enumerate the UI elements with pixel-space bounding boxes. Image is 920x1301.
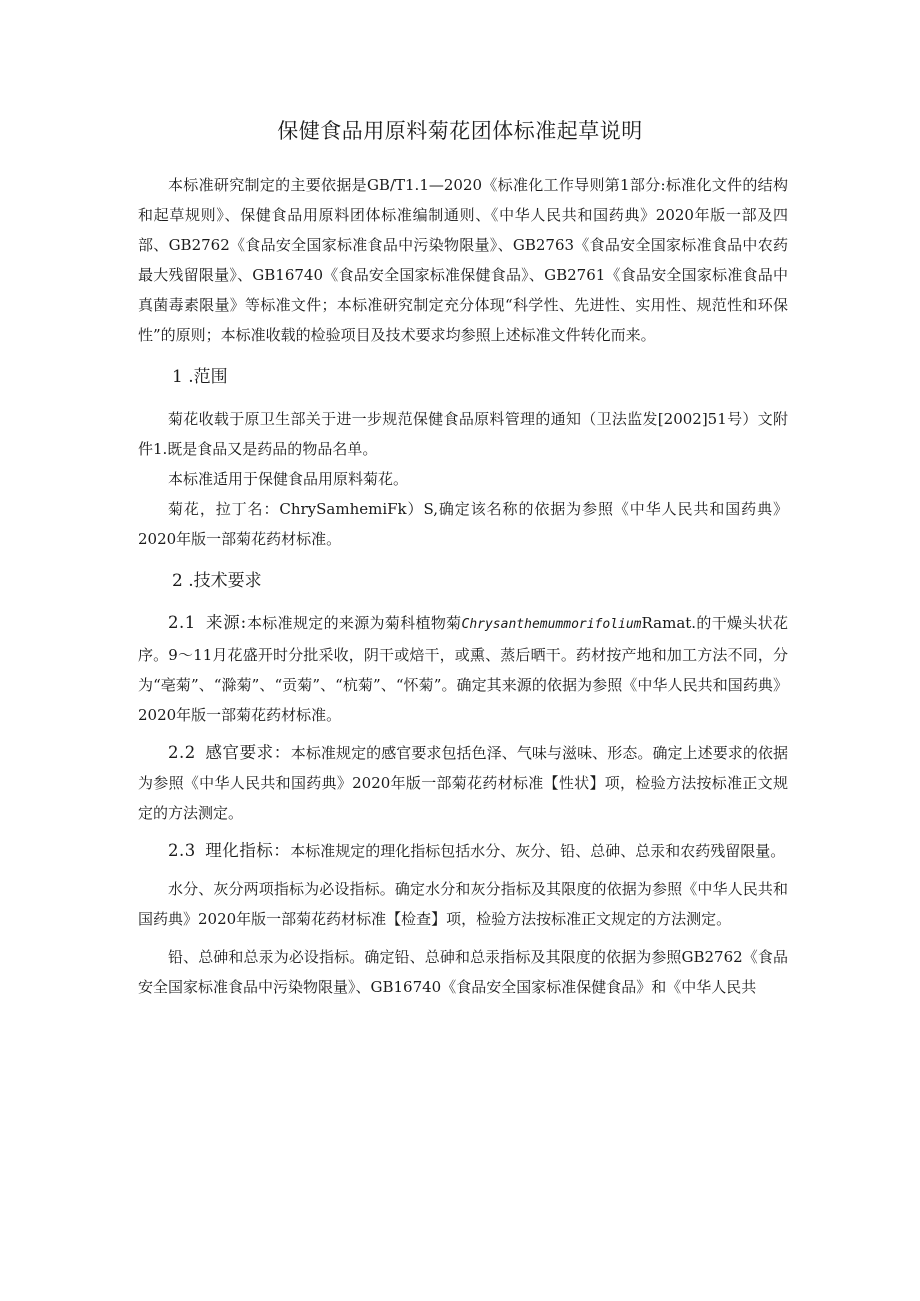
subsection-2-3-number: 2.3	[168, 841, 196, 860]
heavy-metal-paragraph: 铅、总砷和总汞为必设指标。确定铅、总砷和总汞指标及其限度的依据为参照GB2762《食品安全国家标准食品中污染物限量》、GB16740《食品安全国家标准保健食品》和《中华人民共	[138, 948, 788, 996]
subsection-2-2-label: 感官要求：	[205, 743, 291, 762]
subsection-2-1-text-b: Ramat.的干燥头状花序。9～11月花盛开时分批采收，阴干或焙干，或熏、蒸后晒干。药材按产地和加工方法不同，分为“亳菊”、“滁菊”、“贡菊”、“杭菊”、“怀菊”。确定其来源的依据为参照《中华人民共和国药典》2020年版一部菊花药材标准。	[138, 614, 788, 724]
latin-name: Chrysanthemummorifolium	[461, 617, 642, 632]
section-2-heading: 2 .技术要求	[172, 571, 262, 591]
scope-paragraph-1: 菊花收载于原卫生部关于进一步规范保健食品原料管理的通知（卫法监发[2002]51号）文附件1.既是食品又是药品的物品名单。	[138, 410, 788, 458]
subsection-2-2-number: 2.2	[168, 743, 196, 762]
intro-paragraph: 本标准研究制定的主要依据是GB/T1.1—2020《标准化工作导则第1部分:标准化文件的结构和起草规则》、保健食品用原料团体标准编制通则、《中华人民共和国药典》2020年版一部及四部、GB2762《食品安全国家标准食品中污染物限量》、GB2763《食品安全国家标准食品中农药最大残留限量》、GB16740《食品安全国家标准保健食品》、GB2761《食品安全国家标准食品中真菌毒素限量》等标准文件；本标准研究制定充分体现“科学性、先进性、实用性、规范性和环保性”的原则；本标准收载的检验项目及技术要求均参照上述标准文件转化而来。	[138, 176, 788, 344]
subsection-2-1-text-a: 本标准规定的来源为菊科植物菊	[246, 614, 462, 632]
scope-paragraph-3: 菊花，拉丁名：ChrySamhemiFk）S,确定该名称的依据为参照《中华人民共和国药典》2020年版一部菊花药材标准。	[138, 500, 788, 548]
subsection-2-2-text: 本标准规定的感官要求包括色泽、气味与滋味、形态。确定上述要求的依据为参照《中华人民共和国药典》2020年版一部菊花药材标准【性状】项，检验方法按标准正文规定的方法测定。	[138, 744, 789, 822]
document-body	[138, 170, 788, 1002]
subsection-2-1	[138, 608, 788, 730]
subsection-2-1-number: 2.1	[168, 613, 196, 632]
scope-paragraph-2: 本标准适用于保健食品用原料菊花。	[168, 470, 409, 488]
subsection-2-1-label: 来源:	[205, 613, 247, 632]
section-1-heading: 1 .范围	[172, 367, 228, 387]
document-title: 保健食品用原料菊花团体标准起草说明	[277, 119, 643, 143]
subsection-2-2	[138, 738, 788, 828]
water-ash-paragraph: 水分、灰分两项指标为必设指标。确定水分和灰分指标及其限度的依据为参照《中华人民共和国药典》2020年版一部菊花药材标准【检查】项，检验方法按标准正文规定的方法测定。	[138, 880, 788, 928]
subsection-2-3-text: 本标准规定的理化指标包括水分、灰分、铅、总砷、总汞和农药残留限量。	[290, 842, 786, 860]
subsection-2-3-label: 理化指标：	[205, 841, 291, 860]
subsection-2-3	[138, 836, 788, 866]
